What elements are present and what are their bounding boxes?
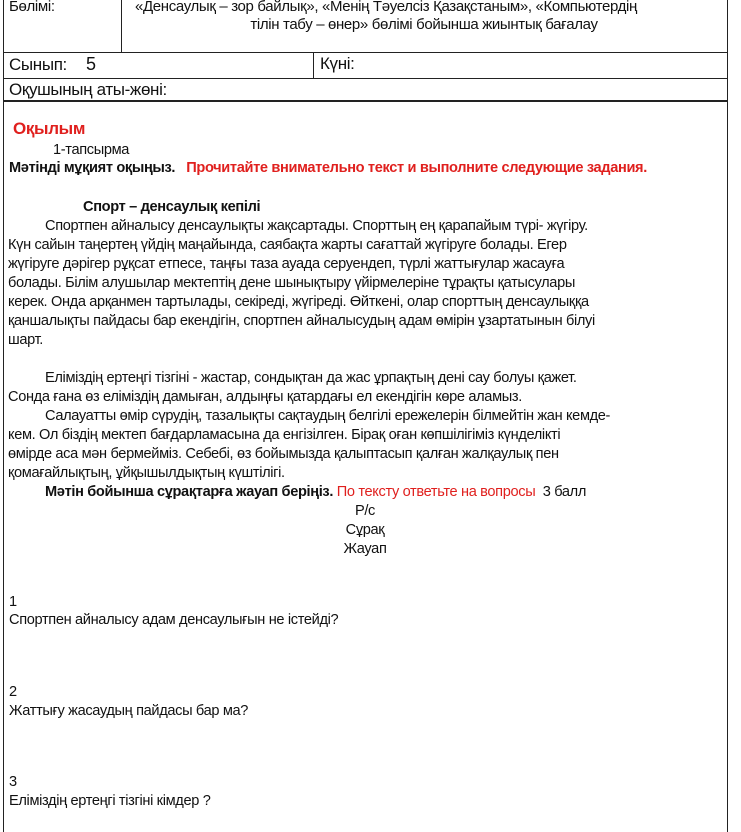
text-line: кем. Ол біздің мектеп бағдарламасына да енгізілген. Бірақ оған көпшілігіміз күнделікті bbox=[8, 427, 561, 443]
column-number: Р/с bbox=[354, 503, 376, 519]
reading-heading: Оқылым bbox=[13, 119, 86, 138]
instruction-ru: Прочитайте внимательно текст и выполните следующие задания. bbox=[186, 160, 647, 176]
question-text: Еліміздің ертеңгі тізгіні кімдер ? bbox=[9, 793, 211, 809]
section-title: «Денсаулық – зор байлық», «Менің Тәуелсіз Қазақстаным», «Компьютердің bbox=[135, 0, 637, 15]
text-line: Салауатты өмір сүрудің, тазалықты сақтаудың белгілі ережелерін білмейтін жан кемде- bbox=[45, 408, 611, 424]
text-title: Спорт – денсаулық кепілі bbox=[83, 199, 261, 215]
questions-instruction-ru: По тексту ответьте на вопросы bbox=[336, 484, 536, 500]
student-name-label: Оқушының аты-жөні: bbox=[9, 80, 167, 99]
section-label: Бөлімі: bbox=[9, 0, 55, 15]
text-line: керек. Онда арқанмен тартылады, секіреді, жүгіреді. Өйткені, олар спорттың денсаулыққа bbox=[8, 294, 589, 310]
instruction-kz: Мәтінді мұқият оқыңыз. bbox=[9, 160, 176, 176]
question-number: 2 bbox=[9, 684, 17, 700]
text-line: өмірде аса мән бермейміз. Себебі, өз бойымызда қалыптасып қалған жалқаулық пен bbox=[8, 446, 559, 462]
divider bbox=[3, 52, 728, 53]
text-line: Еліміздің ертеңгі тізгіні - жастар, сондықтан да жас ұрпақтың дені сау болуы қажет. bbox=[45, 370, 577, 386]
text-line: қаншалықты пайдасы бар екендігін, спортпен айналысудың адам өмірін ұзартатынын білуі bbox=[8, 313, 595, 329]
section-title: тілін табу – өнер» бөлімі бойынша жиынтық бағалау bbox=[250, 16, 598, 33]
text-line: шарт. bbox=[8, 332, 43, 348]
questions-instruction-kz: Мәтін бойынша сұрақтарға жауап беріңіз. bbox=[45, 484, 334, 500]
questions-instruction bbox=[45, 484, 586, 500]
text-line: Спортпен айналысу денсаулықты жақсартады. Спорттың ең қарапайым түрі- жүгіру. bbox=[45, 218, 588, 234]
points: 3 балл bbox=[542, 484, 587, 500]
question-number: 3 bbox=[9, 774, 17, 790]
text-line: Сонда ғана өз еліміздің дамыған, алдыңғы қатардағы ел екендігін көре аламыз. bbox=[8, 389, 522, 405]
text-line: Күн сайын таңертең үйдің маңайында, саябақта жарты сағаттай жүгіруге болады. Егер bbox=[8, 237, 567, 253]
question-text: Жаттығу жасаудың пайдасы бар ма? bbox=[9, 703, 249, 719]
instruction bbox=[9, 160, 647, 176]
task-number: 1-тапсырма bbox=[53, 142, 130, 158]
class-label: Сынып: bbox=[9, 55, 67, 74]
divider bbox=[3, 78, 728, 79]
text-line: қомағайлықтың, ұйқышылдықтың күштілігі. bbox=[8, 465, 285, 481]
question-text: Спортпен айналысу адам денсаулығын не істейді? bbox=[9, 612, 339, 628]
question-number: 1 bbox=[9, 594, 17, 610]
date-label: Күні: bbox=[320, 54, 355, 73]
class-value: 5 bbox=[86, 54, 96, 74]
text-line: жүгіруге дәрігер рұқсат етпесе, таңғы таза ауада серуендеп, түрлі жаттығулар жасауға bbox=[8, 256, 565, 272]
divider bbox=[313, 52, 314, 78]
column-question: Сұрақ bbox=[345, 522, 385, 538]
column-answer: Жауап bbox=[343, 541, 387, 557]
text-line: болады. Білім алушылар мектептің дене шынықтыру үйірмелеріне тұрақты қатысулары bbox=[8, 275, 575, 291]
